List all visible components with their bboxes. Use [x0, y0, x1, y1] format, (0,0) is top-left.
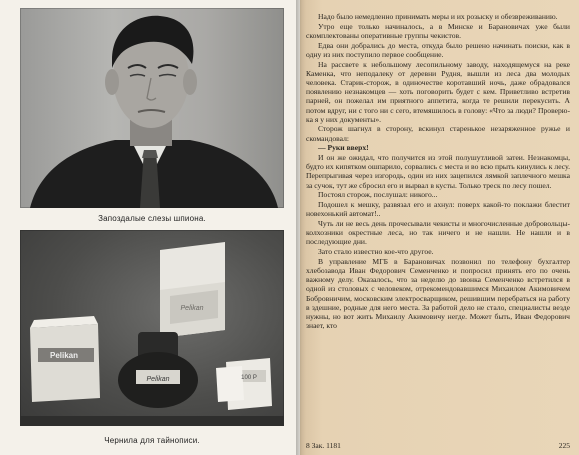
paragraph: Утро еще только начиналось, а в Минске и Барановичах уже были скомплектованы оперативные группы чекистов. [306, 21, 570, 40]
paragraph: Чуть ли не весь день прочесывали чекисты и многочисленные добровольцы-колхозники окрестные леса, но так ничего и не нашли. Не нашли и в последующие дни. [306, 218, 570, 247]
label-text: Pelikan [49, 351, 79, 360]
photo-spy-portrait [20, 8, 284, 208]
paragraph: Подошел к мешку, развязал его и ахнул: поверх какой-то поклажи блестит новехонький автомат!.. [306, 200, 570, 219]
photo-secret-ink [20, 230, 284, 426]
spy-portrait-image [20, 8, 284, 208]
label-text: 100 P [241, 375, 257, 381]
paragraph: Зато стало известно кое-что другое. [318, 247, 434, 257]
label-text: Pelikan [146, 376, 170, 383]
paragraph: Надо было немедленно принимать меры и их розыску и обезвреживанию. [318, 12, 558, 21]
paragraph: Постоял сторож, послушал: никого... [318, 190, 438, 200]
paragraph: Едва они добрались до места, откуда было решено начинать поиски, как в одну из них поступило первое сообщение. [306, 40, 570, 59]
paragraph: И он же ожидал, что получится из этой полушутливой затеи. Незнакомцы, будто их кипятком ошпарило, сорвались с места и во всю прыть кинулись к лесу. Перепрыгивая через изгородь, один из них зацепился лямкой заплечного мешка за сучок, тут же сбросил его и вырвал в кусты. Только треск по лесу пошел. [306, 153, 570, 190]
paragraph: Сторож шагнул в сторону, вскинул старенькое незаряженное ружье и скомандовал: [306, 124, 570, 143]
page-number: 225 [558, 441, 570, 450]
dialogue-line: — Руки вверх! [318, 143, 369, 153]
body-text [306, 12, 570, 331]
label-text: Pelikan [180, 305, 204, 312]
caption-secret-ink: Чернила для тайнописи. [104, 436, 200, 445]
printer-signature: 8 Зак. 1181 [306, 441, 341, 450]
secret-ink-image [20, 230, 284, 426]
caption-spy-portrait: Запоздалые слезы шпиона. [98, 214, 206, 223]
paragraph: В управление МГБ в Барановичах позвонил по телефону бухгалтер хлебозавода Иван Федорович Семенченко и попросил принять его по очень важному делу. Оказалось, что за неделю до звонка Семенченко встретился в одной из столовых с человеком, отрекомендовавшимся Михаилом Акимовичем Бобровничим, московским электросварщиком, решившим перебраться на работу в здешние, родные для него места. За работой дело не стало, специалисты везде нужны, но вот жить Михаилу Акимовичу негде. Может быть, Иван Федорович знает, кто [306, 256, 570, 331]
book-gutter [296, 0, 306, 455]
paragraph: На рассвете к небольшому лесопильному заводу, находящемуся на реке Каменка, что неподалеку от деревни Рудня, вышли из леса два молодых человека. Старик-сторож, в одиночестве коротавший ночь, даже обрадовался появлению незнакомцев — хоть поговорить будет с кем. Приветливо встретив парней, он пожелал им приятного аппетита, когда те решили перекусить. А потом вдруг, ни с того ни с сего, втемяшилось в голову: «Что за люди? Проверю-ка я у них документы». [306, 59, 570, 124]
